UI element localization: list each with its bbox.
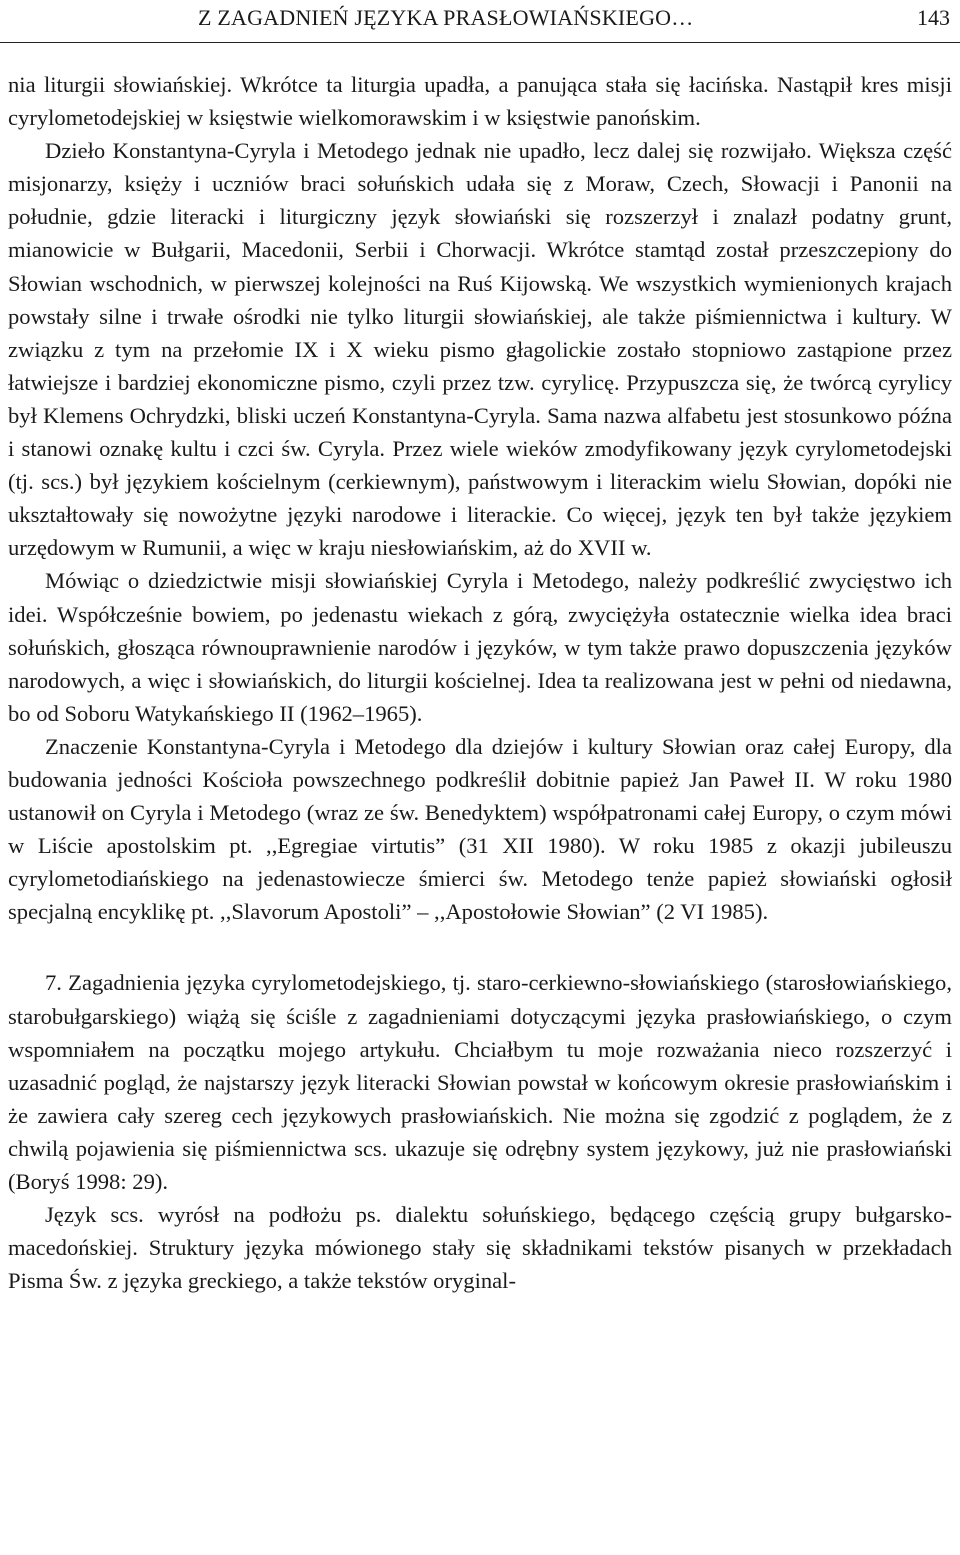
paragraph-dzielo: Dzieło Konstantyna-Cyryla i Metodego jednak nie upadło, lecz dalej się rozwijało. Większa część misjonarzy, księży i uczniów braci sołuńskich udała się z Moraw, Czech, Słowacji i Panonii na południe, gdzie literacki i liturgiczny język słowiański się rozszerzył i znalazł podatny grunt, mianowicie w Bułgarii, Macedonii, Serbii i Chorwacji. Wkrótce stamtąd został przeszczepiony do Słowian wschodnich, w pierwszej kolejności na Ruś Kijowską. We wszystkich wymienionych krajach powstały silne i trwałe ośrodki nie tylko liturgii słowiańskiej, ale także piśmiennictwa i kultury. W związku z tym na przełomie IX i X wieku pismo głagolickie zostało stopniowo zastąpione przez łatwiejsze i bardziej ekonomiczne pismo, czyli przez tzw. cyrylicę. Przypuszcza się, że twórcą cyrylicy był Klemens Ochrydzki, bliski uczeń Konstantyna-Cyryla. Sama nazwa alfabetu jest stosunkowo późna i stanowi oznakę kultu i czci św. Cyryla. Przez wiele wieków zmodyfikowany język cyrylometodejski (tj. scs.) był językiem kościelnym (cerkiewnym), państwowym i literackim wielu Słowian, dopóki nie ukształtowały się nowożytne języki narodowe i literackie. Co więcej, język ten był także językiem urzędowym w Rumunii, a więc w kraju niesłowiańskim, aż do XVII w. [8,138,952,561]
paragraph-dziedzictwo: Mówiąc o dziedzictwie misji słowiańskiej Cyryla i Metodego, należy podkreślić zwycięstwo ich idei. Współcześnie bowiem, po jedenastu wiekach z górą, zwyciężyła ostatecznie wielka idea braci sołuńskich, głosząca równouprawnienie narodów i języków, w tym także prawo dopuszczenia języków narodowych, a więc i słowiańskich, do liturgii kościelnej. Idea ta realizowana jest w pełni od niedawna, bo od Soboru Watykańskiego II (1962–1965). [8,568,952,726]
paragraph-jezyk-scs: Język scs. wyrósł na podłożu ps. dialektu sołuńskiego, będącego częścią grupy bułgarsko-macedońskiej. Struktury języka mówionego stały się składnikami tekstów pisanych w przekładach Pisma Św. z języka greckiego, a także tekstów oryginal- [8,1202,952,1294]
body-text [8,68,952,1297]
paragraph-section-7: 7. Zagadnienia języka cyrylometodejskiego, tj. staro-cerkiewno-słowiańskiego (starosłowiańskiego, starobułgarskiego) wiążą się ściśle z zagadnieniami dotyczącymi języka prasłowiańskiego, o czym wspomniałem na początku mojego artykułu. Chciałbym tu moje rozważania nieco rozszerzyć i uzasadnić pogląd, że najstarszy język literacki Słowian powstał w końcowym okresie prasłowiańskim i że zawiera cały szereg cech językowych prasłowiańskich. Nie można się zgodzić z poglądem, że z chwilą pojawienia się piśmiennictwa scs. ukazuje się odrębny system językowy, już nie prasłowiański (Boryś 1998: 29). [8,970,952,1194]
paragraph-continuation: nia liturgii słowiańskiej. Wkrótce ta liturgia upadła, a panująca stała się łacińska. Nastąpił kres misji cyrylometodejskiej w księstwie wielkomorawskim i w księstwie panońskim. [8,72,952,131]
running-title: Z ZAGADNIEŃ JĘZYKA PRASŁOWIAŃSKIEGO… [198,5,694,30]
paragraph-znaczenie: Znaczenie Konstantyna-Cyryla i Metodego dla dziejów i kultury Słowian oraz całej Europy, dla budowania jedności Kościoła powszechnego podkreślił dobitnie papież Jan Paweł II. W roku 1980 ustanowił on Cyryla i Metodego (wraz ze św. Benedyktem) współpatronami całej Europy, o czym mówi w Liście apostolskim pt. ,,Egregiae virtutis” (31 XII 1980). W roku 1985 z okazji jubileuszu cyrylometodiańskiego na jedenastowiecze śmierci św. Metodego tenże papież słowiański ogłosił specjalną encyklikę pt. ,,Slavorum Apostoli” – ,,Apostołowie Słowian” (2 VI 1985). [8,733,952,925]
running-header [0,0,960,43]
page-number: 143 [917,5,950,30]
